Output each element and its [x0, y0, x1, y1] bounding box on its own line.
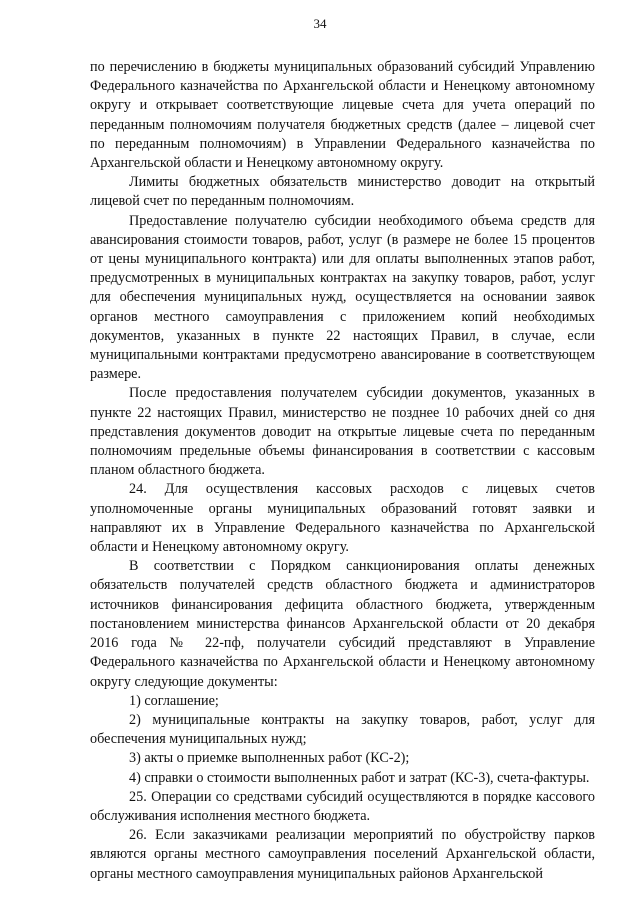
paragraph: 3) акты о приемке выполненных работ (КС-2); [129, 750, 410, 767]
paragraph: После предоставления получателем субсидии документов, указанных в пункте 22 настоящих Правил, министерство не позднее 10 рабочих дней со дня представления документов доводит на открытые лицевые счета по переданным полномочиям предельные объемы финансирования в соответствии с кассовым планом областного бюджета. [90, 385, 595, 479]
document-body [90, 58, 595, 884]
paragraph: 1) соглашение; [129, 692, 219, 709]
paragraph: по перечислению в бюджеты муниципальных образований субсидий Управлению Федерального казначейства по Архангельской области и Ненецкому автономному округу и открывает соответствующие лицевые счета для учета операций по переданным полномочиям получателя бюджетных средств (далее – лицевой счет по переданным полномочиям) в Управлении Федерального казначейства по Архангельской области и Ненецкому автономному округу. [90, 59, 595, 172]
paragraph: 26. Если заказчиками реализации мероприятий по обустройству парков являются органы местного самоуправления поселений Архангельской области, органы местного самоуправления муниципальных районов Архангельской [90, 827, 595, 882]
paragraph: 4) справки о стоимости выполненных работ и затрат (КС-3), счета-фактуры. [129, 769, 590, 786]
page-number: 34 [313, 16, 327, 31]
paragraph: Предоставление получателю субсидии необходимого объема средств для авансирования стоимости товаров, работ, услуг (в размере не более 15 процентов от цены муниципального контракта) или для оплаты выполненных этапов работ, предусмотренных в муниципальных контрактах на закупку товаров, работ, услуг для обеспечения муниципальных нужд, осуществляется на основании заявок органов местного самоуправления с приложением копий необходимых документов, указанных в пункте 22 настоящих Правил, в случае, если муниципальными контрактами предусмотрено авансирование в соответствующем размере. [90, 212, 595, 383]
paragraph: 24. Для осуществления кассовых расходов с лицевых счетов уполномоченные органы муниципальных образований готовят заявки и направляют их в Управление Федерального казначейства по Архангельской области и Ненецкому автономному округу. [90, 481, 595, 556]
paragraph: Лимиты бюджетных обязательств министерство доводит на открытый лицевой счет по переданным полномочиям. [90, 174, 595, 210]
paragraph: 2) муниципальные контракты на закупку товаров, работ, услуг для обеспечения муниципальных нужд; [90, 711, 595, 748]
paragraph: 25. Операции со средствами субсидий осуществляются в порядке кассового обслуживания исполнения местного бюджета. [90, 788, 595, 824]
paragraph: В соответствии с Порядком санкционирования оплаты денежных обязательств получателей средств областного бюджета и администраторов источников финансирования дефицита областного бюджета, утвержденным постановлением министерства финансов Архангельской области от 20 декабря 2016 года № 22-пф, получатели субсидий представляют в Управление Федерального казначейства по Архангельской области и Ненецкому автономному округу следующие документы: [90, 558, 595, 690]
